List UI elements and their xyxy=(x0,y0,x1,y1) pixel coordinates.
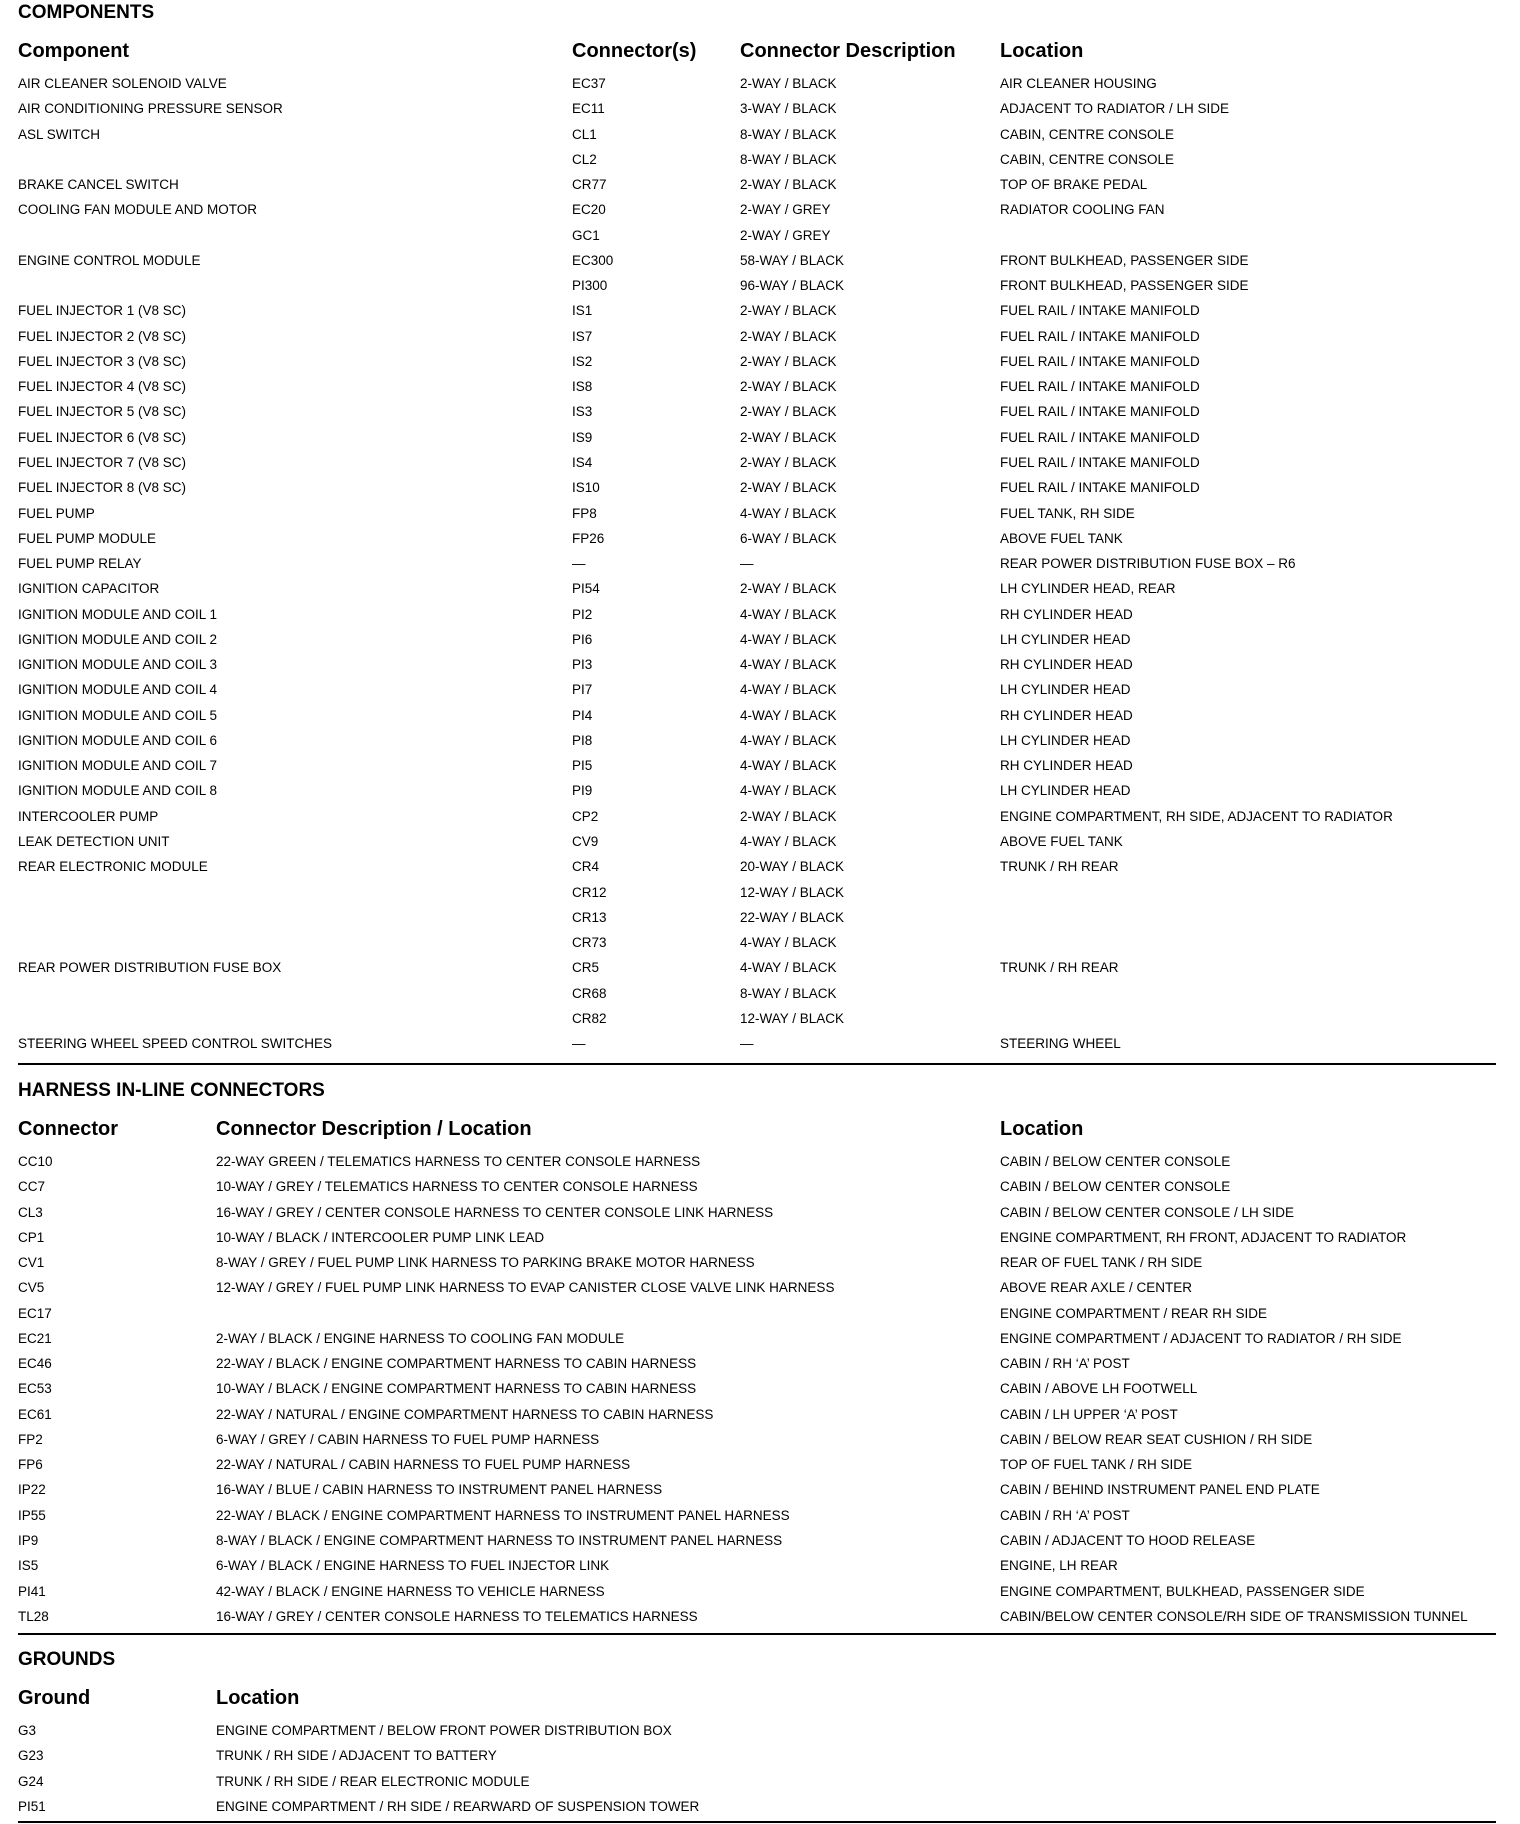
connector-cell: CC10 xyxy=(18,1154,53,1169)
location-cell: CABIN / RH ‘A’ POST xyxy=(1000,1356,1130,1372)
connector-description-cell: 58-WAY / BLACK xyxy=(740,252,845,268)
connector-description-cell: 22-WAY / BLACK xyxy=(740,909,845,925)
connector-cell: PI54 xyxy=(572,581,600,597)
connector-cell: IP9 xyxy=(18,1532,39,1548)
ground-cell: PI51 xyxy=(18,1798,46,1814)
connector-cell: CV9 xyxy=(572,833,599,849)
table-row xyxy=(0,627,1520,652)
header-harness-location: Location xyxy=(1000,1118,1084,1140)
component-name-cell: ASL SWITCH xyxy=(18,126,101,142)
connector-description-cell: 10-WAY / GREY / TELEMATICS HARNESS TO CENTER CONSOLE HARNESS xyxy=(216,1179,698,1195)
table-row xyxy=(0,1427,1520,1452)
component-name-cell: IGNITION MODULE AND COIL 3 xyxy=(18,657,218,673)
location-cell: TRUNK / RH SIDE / REAR ELECTRONIC MODULE xyxy=(216,1773,530,1789)
location-cell: REAR OF FUEL TANK / RH SIDE xyxy=(1000,1255,1203,1271)
connector-description-cell: 16-WAY / BLUE / CABIN HARNESS TO INSTRUMENT PANEL HARNESS xyxy=(216,1482,663,1498)
connector-cell: EC11 xyxy=(572,101,605,117)
location-cell: STEERING WHEEL xyxy=(1000,1036,1121,1052)
component-name-cell: IGNITION MODULE AND COIL 1 xyxy=(18,606,218,622)
location-cell: CABIN / BEHIND INSTRUMENT PANEL END PLATE xyxy=(1000,1482,1320,1498)
section-divider xyxy=(18,1821,1496,1823)
connector-cell: — xyxy=(572,556,586,572)
location-cell: ABOVE REAR AXLE / CENTER xyxy=(1000,1280,1193,1296)
connector-cell: EC300 xyxy=(572,252,614,268)
table-row xyxy=(0,1225,1520,1250)
component-name-cell: IGNITION MODULE AND COIL 2 xyxy=(18,631,218,647)
connector-description-cell: 6-WAY / BLACK / ENGINE HARNESS TO FUEL INJECTOR LINK xyxy=(216,1558,610,1574)
table-row xyxy=(0,1250,1520,1275)
table-row xyxy=(0,551,1520,576)
connector-cell: CR13 xyxy=(572,909,607,925)
location-cell: FUEL RAIL / INTAKE MANIFOLD xyxy=(1000,404,1200,420)
table-row xyxy=(0,1275,1520,1300)
table-row xyxy=(0,1718,1520,1743)
location-cell: LH CYLINDER HEAD xyxy=(1000,732,1131,748)
section-divider xyxy=(18,1063,1496,1065)
location-cell: LH CYLINDER HEAD xyxy=(1000,682,1131,698)
connector-description-cell: 2-WAY / GREY xyxy=(740,202,831,218)
component-name-cell: COOLING FAN MODULE AND MOTOR xyxy=(18,202,258,218)
connector-cell: CR77 xyxy=(572,177,607,193)
table-row xyxy=(0,930,1520,955)
header-connector-description: Connector Description xyxy=(740,40,956,62)
connector-cell: CV1 xyxy=(18,1255,45,1271)
connector-description-cell: 3-WAY / BLACK xyxy=(740,101,837,117)
connector-description-cell: 2-WAY / BLACK / ENGINE HARNESS TO COOLING FAN MODULE xyxy=(216,1330,625,1346)
connector-description-cell: — xyxy=(740,1036,754,1052)
connector-description-cell: 4-WAY / BLACK xyxy=(740,935,837,951)
table-row xyxy=(0,1503,1520,1528)
table-row xyxy=(0,1301,1520,1326)
connector-description-cell: 6-WAY / GREY / CABIN HARNESS TO FUEL PUMP HARNESS xyxy=(216,1431,600,1447)
table-row xyxy=(0,905,1520,930)
table-row xyxy=(0,829,1520,854)
connector-description-cell: 96-WAY / BLACK xyxy=(740,278,845,294)
component-name-cell: BRAKE CANCEL SWITCH xyxy=(18,177,179,193)
location-cell: RH CYLINDER HEAD xyxy=(1000,758,1133,774)
connector-cell: PI5 xyxy=(572,758,593,774)
table-row xyxy=(0,450,1520,475)
location-cell: ENGINE COMPARTMENT, RH SIDE, ADJACENT TO RADIATOR xyxy=(1000,808,1393,824)
table-row xyxy=(0,223,1520,248)
table-row xyxy=(0,399,1520,424)
component-name-cell: AIR CLEANER SOLENOID VALVE xyxy=(18,76,227,91)
component-name-cell: FUEL INJECTOR 8 (V8 SC) xyxy=(18,480,187,496)
location-cell: REAR POWER DISTRIBUTION FUSE BOX – R6 xyxy=(1000,556,1296,572)
location-cell: LH CYLINDER HEAD xyxy=(1000,631,1131,647)
location-cell: ENGINE COMPARTMENT, BULKHEAD, PASSENGER SIDE xyxy=(1000,1583,1365,1599)
table-row xyxy=(0,71,1520,96)
grounds-title: GROUNDS xyxy=(18,1649,116,1670)
connector-cell: PI2 xyxy=(572,606,593,622)
connector-cell: CR4 xyxy=(572,859,600,875)
table-row xyxy=(0,981,1520,1006)
header-connector-description-location: Connector Description / Location xyxy=(216,1118,532,1140)
connector-cell: IS4 xyxy=(572,454,593,470)
location-cell: CABIN, CENTRE CONSOLE xyxy=(1000,151,1175,167)
connector-cell: EC17 xyxy=(18,1305,52,1321)
table-row xyxy=(0,298,1520,323)
location-cell: CABIN / BELOW CENTER CONSOLE / LH SIDE xyxy=(1000,1204,1295,1220)
table-row xyxy=(0,1006,1520,1031)
table-row xyxy=(0,1174,1520,1199)
connector-description-cell: 16-WAY / GREY / CENTER CONSOLE HARNESS TO CENTER CONSOLE LINK HARNESS xyxy=(216,1204,774,1220)
component-name-cell: LEAK DETECTION UNIT xyxy=(18,833,170,849)
connector-cell: CR82 xyxy=(572,1010,607,1026)
component-name-cell: IGNITION MODULE AND COIL 8 xyxy=(18,783,218,799)
location-cell: FUEL RAIL / INTAKE MANIFOLD xyxy=(1000,454,1200,470)
section-divider xyxy=(18,1633,1496,1635)
connector-cell: EC61 xyxy=(18,1406,52,1422)
location-cell: TOP OF BRAKE PEDAL xyxy=(1000,177,1148,193)
location-cell: CABIN / RH ‘A’ POST xyxy=(1000,1507,1130,1523)
table-row xyxy=(0,324,1520,349)
connector-cell: EC21 xyxy=(18,1330,52,1346)
location-cell: ENGINE COMPARTMENT / ADJACENT TO RADIATOR / RH SIDE xyxy=(1000,1330,1402,1346)
location-cell: CABIN / ABOVE LH FOOTWELL xyxy=(1000,1381,1198,1397)
connector-description-cell: 8-WAY / BLACK xyxy=(740,126,837,142)
header-component: Component xyxy=(18,40,130,62)
connector-description-cell: 2-WAY / BLACK xyxy=(740,808,837,824)
connector-description-cell: 4-WAY / BLACK xyxy=(740,707,837,723)
connector-cell: CP2 xyxy=(572,808,599,824)
header-connector: Connector xyxy=(18,1118,118,1140)
connector-description-cell: 4-WAY / BLACK xyxy=(740,606,837,622)
connector-description-cell: 10-WAY / BLACK / INTERCOOLER PUMP LINK LEAD xyxy=(216,1229,545,1245)
component-name-cell: FUEL INJECTOR 2 (V8 SC) xyxy=(18,328,187,344)
connector-cell: IS8 xyxy=(572,379,593,395)
header-ground-location: Location xyxy=(216,1687,300,1709)
table-row xyxy=(0,1528,1520,1553)
location-cell: FUEL RAIL / INTAKE MANIFOLD xyxy=(1000,379,1200,395)
location-cell: FUEL RAIL / INTAKE MANIFOLD xyxy=(1000,353,1200,369)
connector-description-cell: 8-WAY / GREY / FUEL PUMP LINK HARNESS TO PARKING BRAKE MOTOR HARNESS xyxy=(216,1255,755,1271)
connector-cell: IP22 xyxy=(18,1482,46,1498)
location-cell: TRUNK / RH SIDE / ADJACENT TO BATTERY xyxy=(216,1748,497,1764)
component-name-cell: IGNITION CAPACITOR xyxy=(18,581,160,597)
table-row xyxy=(0,1376,1520,1401)
connector-cell: CR12 xyxy=(572,884,607,900)
table-row xyxy=(0,1200,1520,1225)
table-row xyxy=(0,501,1520,526)
table-row xyxy=(0,475,1520,500)
connector-cell: PI300 xyxy=(572,278,608,294)
table-row xyxy=(0,652,1520,677)
connector-description-cell: 10-WAY / BLACK / ENGINE COMPARTMENT HARNESS TO CABIN HARNESS xyxy=(216,1381,697,1397)
connector-cell: FP26 xyxy=(572,530,605,546)
table-row xyxy=(0,753,1520,778)
header-location: Location xyxy=(1000,40,1084,62)
location-cell: CABIN, CENTRE CONSOLE xyxy=(1000,126,1175,142)
connector-cell: IS10 xyxy=(572,480,600,496)
connector-description-cell: 4-WAY / BLACK xyxy=(740,758,837,774)
connector-cell: CV5 xyxy=(18,1280,45,1296)
location-cell: FUEL RAIL / INTAKE MANIFOLD xyxy=(1000,429,1200,445)
components-table xyxy=(0,71,1520,1056)
component-name-cell: IGNITION MODULE AND COIL 6 xyxy=(18,732,218,748)
connector-description-cell: 4-WAY / BLACK xyxy=(740,960,837,976)
connector-description-cell: 22-WAY / NATURAL / CABIN HARNESS TO FUEL PUMP HARNESS xyxy=(216,1457,631,1473)
table-row xyxy=(0,349,1520,374)
location-cell: ENGINE COMPARTMENT, RH FRONT, ADJACENT TO RADIATOR xyxy=(1000,1229,1407,1245)
connector-cell: PI3 xyxy=(572,657,593,673)
table-row xyxy=(0,1604,1520,1629)
connector-description-cell: 4-WAY / BLACK xyxy=(740,631,837,647)
connector-cell: TL28 xyxy=(18,1608,49,1624)
table-row xyxy=(0,1326,1520,1351)
connector-cell: IS9 xyxy=(572,429,593,445)
table-row xyxy=(0,1477,1520,1502)
connector-description-cell: 4-WAY / BLACK xyxy=(740,783,837,799)
location-cell: LH CYLINDER HEAD xyxy=(1000,783,1131,799)
connector-cell: CC7 xyxy=(18,1179,46,1195)
connector-cell: IS1 xyxy=(572,303,593,319)
connector-description-cell: 8-WAY / BLACK xyxy=(740,985,837,1001)
table-row xyxy=(0,703,1520,728)
connector-cell: FP8 xyxy=(572,505,597,521)
table-row xyxy=(0,172,1520,197)
location-cell: TOP OF FUEL TANK / RH SIDE xyxy=(1000,1457,1193,1473)
connector-description-cell: 12-WAY / GREY / FUEL PUMP LINK HARNESS TO EVAP CANISTER CLOSE VALVE LINK HARNESS xyxy=(216,1280,835,1296)
table-row xyxy=(0,602,1520,627)
connector-cell: — xyxy=(572,1036,586,1052)
component-name-cell: FUEL PUMP RELAY xyxy=(18,556,142,572)
connector-description-cell: 2-WAY / BLACK xyxy=(740,581,837,597)
connector-description-cell: 2-WAY / BLACK xyxy=(740,328,837,344)
connector-description-cell: 4-WAY / BLACK xyxy=(740,833,837,849)
connector-cell: CR68 xyxy=(572,985,607,1001)
location-cell: CABIN / BELOW CENTER CONSOLE xyxy=(1000,1179,1231,1195)
table-row xyxy=(0,778,1520,803)
connector-cell: CL2 xyxy=(572,151,597,167)
header-ground: Ground xyxy=(18,1687,91,1709)
connector-description-cell: — xyxy=(740,556,754,572)
component-name-cell: REAR POWER DISTRIBUTION FUSE BOX xyxy=(18,960,282,976)
connector-cell: GC1 xyxy=(572,227,600,243)
table-row xyxy=(0,1452,1520,1477)
connector-description-cell: 16-WAY / GREY / CENTER CONSOLE HARNESS TO TELEMATICS HARNESS xyxy=(216,1608,698,1624)
connector-cell: IS2 xyxy=(572,353,593,369)
table-row xyxy=(0,880,1520,905)
connector-description-cell: 22-WAY / BLACK / ENGINE COMPARTMENT HARNESS TO INSTRUMENT PANEL HARNESS xyxy=(216,1507,790,1523)
connector-cell: FP6 xyxy=(18,1457,43,1473)
connector-description-cell: 22-WAY / BLACK / ENGINE COMPARTMENT HARNESS TO CABIN HARNESS xyxy=(216,1356,697,1372)
component-name-cell: FUEL PUMP MODULE xyxy=(18,530,157,546)
connector-description-cell: 2-WAY / BLACK xyxy=(740,379,837,395)
table-row xyxy=(0,576,1520,601)
component-name-cell: FUEL INJECTOR 1 (V8 SC) xyxy=(18,303,187,319)
connector-cell: CL1 xyxy=(572,126,597,142)
location-cell: TRUNK / RH REAR xyxy=(1000,960,1119,976)
table-row xyxy=(0,273,1520,298)
table-row xyxy=(0,677,1520,702)
connector-cell: EC53 xyxy=(18,1381,52,1397)
location-cell: FUEL RAIL / INTAKE MANIFOLD xyxy=(1000,303,1200,319)
table-row xyxy=(0,197,1520,222)
connector-cell: CR5 xyxy=(572,960,600,976)
connector-cell: PI7 xyxy=(572,682,593,698)
connector-cell: IP55 xyxy=(18,1507,46,1523)
location-cell: FUEL TANK, RH SIDE xyxy=(1000,505,1135,521)
connector-description-cell: 42-WAY / BLACK / ENGINE HARNESS TO VEHICLE HARNESS xyxy=(216,1583,605,1599)
table-row xyxy=(0,147,1520,172)
component-name-cell: FUEL INJECTOR 5 (V8 SC) xyxy=(18,404,187,420)
location-cell: FRONT BULKHEAD, PASSENGER SIDE xyxy=(1000,278,1249,294)
connector-description-cell: 8-WAY / BLACK xyxy=(740,151,837,167)
connector-cell: CP1 xyxy=(18,1229,45,1245)
location-cell: CABIN / LH UPPER ‘A’ POST xyxy=(1000,1406,1178,1422)
components-title: COMPONENTS xyxy=(18,2,155,23)
component-name-cell: FUEL INJECTOR 3 (V8 SC) xyxy=(18,353,187,369)
ground-cell: G23 xyxy=(18,1748,44,1764)
table-row xyxy=(0,854,1520,879)
harness-title: HARNESS IN-LINE CONNECTORS xyxy=(18,1080,325,1101)
connector-description-cell: 22-WAY GREEN / TELEMATICS HARNESS TO CENTER CONSOLE HARNESS xyxy=(216,1154,701,1169)
location-cell: CABIN / ADJACENT TO HOOD RELEASE xyxy=(1000,1532,1256,1548)
location-cell: RADIATOR COOLING FAN xyxy=(1000,202,1165,218)
location-cell: RH CYLINDER HEAD xyxy=(1000,657,1133,673)
header-connectors: Connector(s) xyxy=(572,40,697,62)
connector-cell: CL3 xyxy=(18,1204,43,1220)
ground-cell: G3 xyxy=(18,1723,37,1738)
component-name-cell: FUEL INJECTOR 4 (V8 SC) xyxy=(18,379,187,395)
component-name-cell: FUEL PUMP xyxy=(18,505,95,521)
location-cell: FRONT BULKHEAD, PASSENGER SIDE xyxy=(1000,252,1249,268)
table-row xyxy=(0,1402,1520,1427)
ground-cell: G24 xyxy=(18,1773,44,1789)
grounds-table xyxy=(0,1718,1520,1819)
connector-description-cell: 2-WAY / BLACK xyxy=(740,429,837,445)
table-row xyxy=(0,804,1520,829)
connector-description-cell: 22-WAY / NATURAL / ENGINE COMPARTMENT HARNESS TO CABIN HARNESS xyxy=(216,1406,714,1422)
table-row xyxy=(0,1743,1520,1768)
connector-description-cell: 2-WAY / BLACK xyxy=(740,76,837,91)
table-row xyxy=(0,1579,1520,1604)
connector-cell: IS7 xyxy=(572,328,593,344)
connector-cell: EC37 xyxy=(572,76,606,91)
location-cell: ABOVE FUEL TANK xyxy=(1000,530,1123,546)
connector-cell: IS5 xyxy=(18,1558,39,1574)
location-cell: AIR CLEANER HOUSING xyxy=(1000,76,1157,91)
location-cell: ABOVE FUEL TANK xyxy=(1000,833,1123,849)
connector-cell: PI8 xyxy=(572,732,593,748)
connector-description-cell: 20-WAY / BLACK xyxy=(740,859,845,875)
connector-description-cell: 6-WAY / BLACK xyxy=(740,530,837,546)
table-row xyxy=(0,1031,1520,1056)
location-cell: ENGINE COMPARTMENT / RH SIDE / REARWARD OF SUSPENSION TOWER xyxy=(216,1798,700,1814)
component-name-cell: AIR CONDITIONING PRESSURE SENSOR xyxy=(18,101,283,117)
connector-description-cell: 12-WAY / BLACK xyxy=(740,1010,845,1026)
component-name-cell: INTERCOOLER PUMP xyxy=(18,808,159,824)
harness-table xyxy=(0,1149,1520,1629)
component-name-cell: REAR ELECTRONIC MODULE xyxy=(18,859,208,875)
connector-description-cell: 4-WAY / BLACK xyxy=(740,732,837,748)
connector-description-cell: 12-WAY / BLACK xyxy=(740,884,845,900)
location-cell: CABIN/BELOW CENTER CONSOLE/RH SIDE OF TRANSMISSION TUNNEL xyxy=(1000,1608,1468,1624)
connector-cell: CR73 xyxy=(572,935,607,951)
location-cell: FUEL RAIL / INTAKE MANIFOLD xyxy=(1000,480,1200,496)
component-name-cell: ENGINE CONTROL MODULE xyxy=(18,252,201,268)
connector-description-cell: 4-WAY / BLACK xyxy=(740,505,837,521)
table-row xyxy=(0,96,1520,121)
location-cell: RH CYLINDER HEAD xyxy=(1000,606,1133,622)
connector-cell: EC46 xyxy=(18,1356,52,1372)
connector-cell: PI9 xyxy=(572,783,593,799)
table-row xyxy=(0,374,1520,399)
connector-description-cell: 2-WAY / BLACK xyxy=(740,303,837,319)
component-name-cell: STEERING WHEEL SPEED CONTROL SWITCHES xyxy=(18,1036,333,1052)
connector-cell: FP2 xyxy=(18,1431,43,1447)
connector-description-cell: 2-WAY / BLACK xyxy=(740,353,837,369)
location-cell: ENGINE COMPARTMENT / BELOW FRONT POWER DISTRIBUTION BOX xyxy=(216,1723,672,1738)
table-row xyxy=(0,1149,1520,1174)
location-cell: LH CYLINDER HEAD, REAR xyxy=(1000,581,1176,597)
connector-cell: IS3 xyxy=(572,404,593,420)
table-row xyxy=(0,955,1520,980)
location-cell: FUEL RAIL / INTAKE MANIFOLD xyxy=(1000,328,1200,344)
table-row xyxy=(0,1553,1520,1578)
connector-description-cell: 4-WAY / BLACK xyxy=(740,682,837,698)
table-row xyxy=(0,1794,1520,1819)
connector-description-cell: 4-WAY / BLACK xyxy=(740,657,837,673)
connector-description-cell: 2-WAY / GREY xyxy=(740,227,831,243)
connector-cell: PI4 xyxy=(572,707,593,723)
table-row xyxy=(0,1351,1520,1376)
location-cell: CABIN / BELOW CENTER CONSOLE xyxy=(1000,1154,1231,1169)
component-name-cell: IGNITION MODULE AND COIL 7 xyxy=(18,758,218,774)
table-row xyxy=(0,728,1520,753)
connector-cell: PI41 xyxy=(18,1583,46,1599)
component-name-cell: FUEL INJECTOR 7 (V8 SC) xyxy=(18,454,187,470)
table-row xyxy=(0,526,1520,551)
connector-description-cell: 2-WAY / BLACK xyxy=(740,404,837,420)
connector-cell: EC20 xyxy=(572,202,606,218)
component-name-cell: IGNITION MODULE AND COIL 4 xyxy=(18,682,218,698)
connector-description-cell: 8-WAY / BLACK / ENGINE COMPARTMENT HARNESS TO INSTRUMENT PANEL HARNESS xyxy=(216,1532,783,1548)
connector-cell: PI6 xyxy=(572,631,593,647)
location-cell: CABIN / BELOW REAR SEAT CUSHION / RH SIDE xyxy=(1000,1431,1313,1447)
table-row xyxy=(0,122,1520,147)
connector-description-cell: 2-WAY / BLACK xyxy=(740,480,837,496)
table-row xyxy=(0,425,1520,450)
location-cell: ADJACENT TO RADIATOR / LH SIDE xyxy=(1000,101,1230,117)
connector-description-cell: 2-WAY / BLACK xyxy=(740,177,837,193)
location-cell: TRUNK / RH REAR xyxy=(1000,859,1119,875)
location-cell: ENGINE, LH REAR xyxy=(1000,1558,1118,1574)
location-cell: RH CYLINDER HEAD xyxy=(1000,707,1133,723)
table-row xyxy=(0,1769,1520,1794)
component-name-cell: FUEL INJECTOR 6 (V8 SC) xyxy=(18,429,187,445)
component-name-cell: IGNITION MODULE AND COIL 5 xyxy=(18,707,218,723)
table-row xyxy=(0,248,1520,273)
location-cell: ENGINE COMPARTMENT / REAR RH SIDE xyxy=(1000,1305,1268,1321)
connector-description-cell: 2-WAY / BLACK xyxy=(740,454,837,470)
